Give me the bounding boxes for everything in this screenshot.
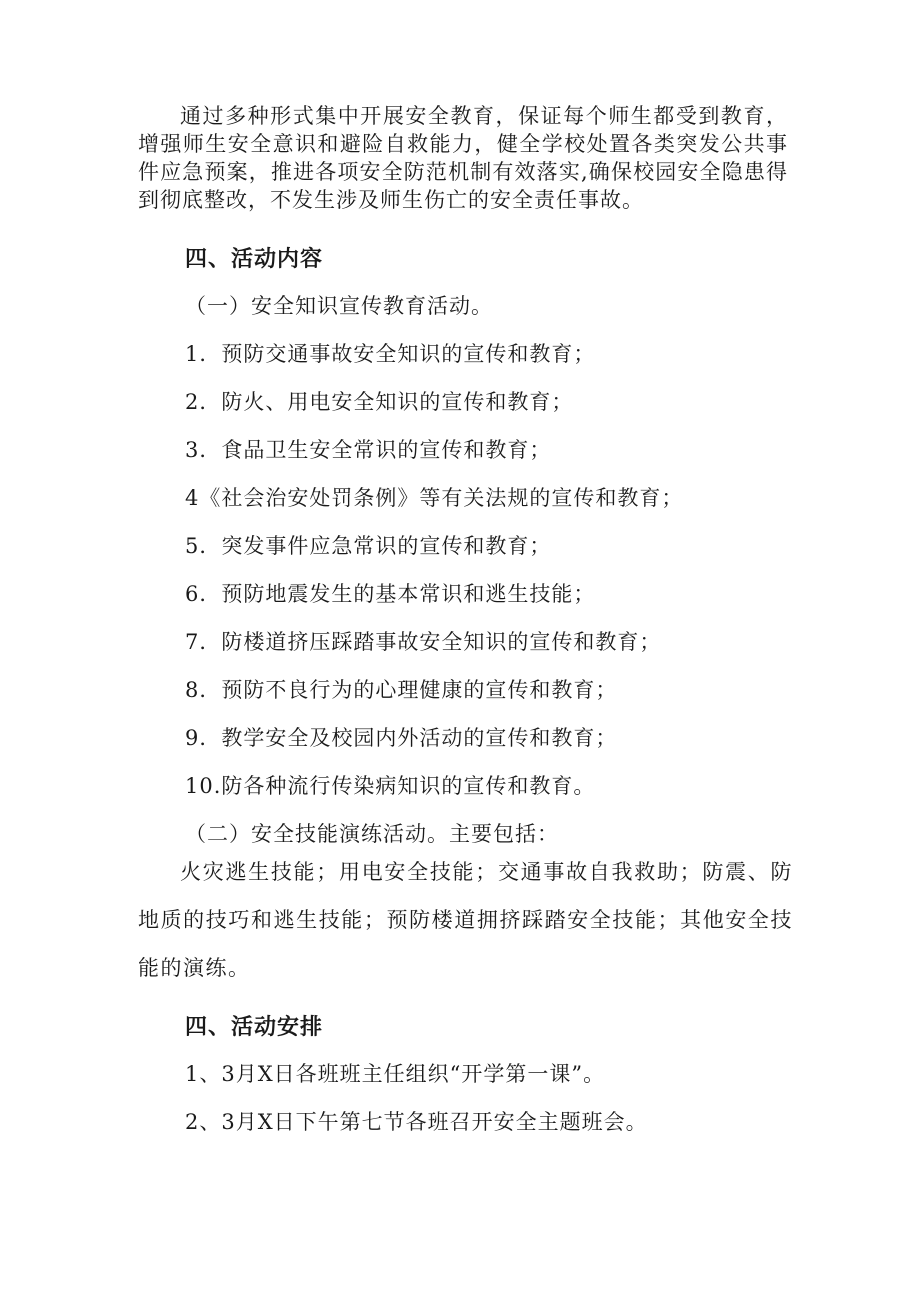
skills-paragraph: 火灾逃生技能；用电安全技能；交通事故自我救助；防震、防地质的技巧和逃生技能；预防楼道拥挤踩踏安全技能；其他安全技能的演练。 (138, 860, 793, 980)
list-item: 4《社会治安处罚条例》等有关法规的宣传和教育； (185, 486, 684, 510)
list-item: 9．教学安全及校园内外活动的宣传和教育； (185, 726, 618, 750)
intro-paragraph: 通过多种形式集中开展安全教育，保证每个师生都受到教育，增强师生安全意识和避险自救能力，健全学校处置各类突发公共事件应急预案，推进各项安全防范机制有效落实,确保校园安全隐患得到彻底整改，不发生涉及师生伤亡的安全责任事故。 (138, 104, 788, 212)
list-item: 6．预防地震发生的基本常识和逃生技能； (185, 582, 596, 606)
list-item: 5．突发事件应急常识的宣传和教育； (185, 534, 552, 558)
subsection-skills-title: （二）安全技能演练活动。主要包括： (185, 822, 559, 846)
schedule-item: 1、3月X日各班班主任组织“开学第一课”。 (185, 1062, 606, 1086)
section-heading-content: 四、活动内容 (185, 247, 324, 272)
list-item: 3．食品卫生安全常识的宣传和教育； (185, 438, 552, 462)
list-item: 8．预防不良行为的心理健康的宣传和教育； (185, 678, 618, 702)
list-item: 2．防火、用电安全知识的宣传和教育； (185, 390, 574, 414)
list-item: 1．预防交通事故安全知识的宣传和教育； (185, 342, 596, 366)
list-item: 7．防楼道挤压踩踏事故安全知识的宣传和教育； (185, 630, 662, 654)
schedule-item: 2、3月X日下午第七节各班召开安全主题班会。 (185, 1110, 648, 1134)
list-item: 10.防各种流行传染病知识的宣传和教育。 (185, 774, 596, 798)
section-heading-schedule: 四、活动安排 (185, 1015, 324, 1040)
subsection-knowledge-title: （一）安全知识宣传教育活动。 (185, 294, 493, 318)
